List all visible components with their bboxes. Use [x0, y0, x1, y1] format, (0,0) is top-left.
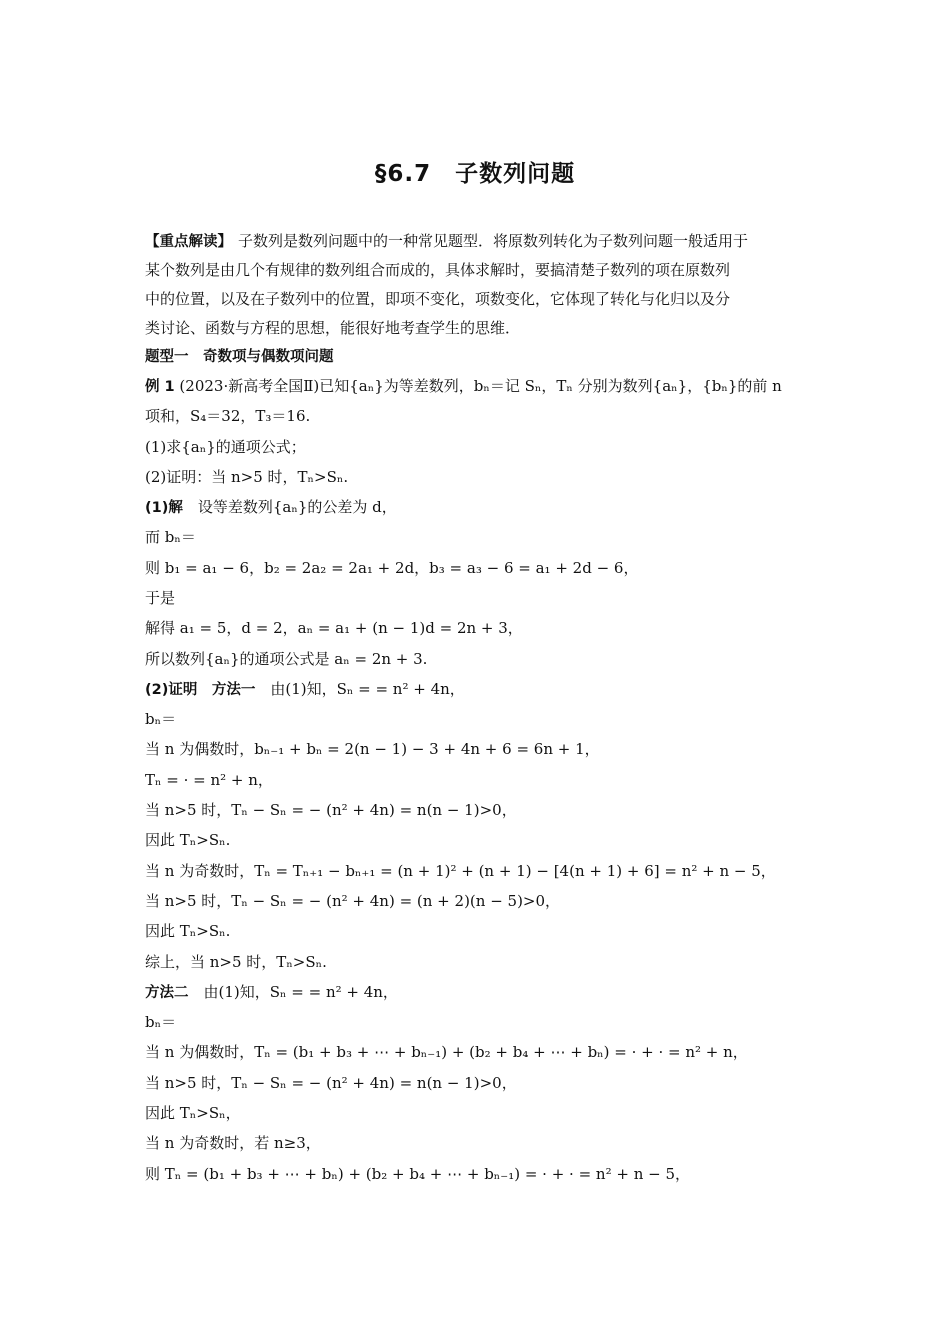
solution-line: [145, 649, 813, 669]
solution-line: [145, 558, 813, 578]
solution-line: [145, 739, 813, 759]
solution-step-label: (1)解: [145, 500, 183, 516]
solution-text: bₙ＝: [145, 1013, 177, 1031]
solution-text: 则 Tₙ = (b₁ + b₃ + ⋯ + bₙ) + (b₂ + b₄ + ⋯ + bₙ₋₁) = · + · = n² + n − 5，: [145, 1165, 691, 1183]
intro-line-2: 某个数列是由几个有规律的数列组合而成的，具体求解时，要搞清楚子数列的项在原数列: [145, 261, 731, 279]
solution-line: [145, 952, 813, 972]
solution-text: 解得 a₁ = 5，d = 2，aₙ = a₁ + (n − 1)d = 2n + 3，: [145, 619, 523, 637]
solution-text: 综上，当 n>5 时，Tₙ>Sₙ.: [145, 953, 327, 971]
example-text-1: (2023·新高考全国Ⅱ)已知{aₙ}为等差数列，bₙ＝记 Sₙ，Tₙ 分别为数列{aₙ}，{bₙ}的前 n: [179, 377, 782, 395]
solution-line: [145, 982, 813, 1003]
solution-line: [145, 527, 813, 547]
solution-text: 由(1)知，Sₙ = = n² + 4n，: [188, 983, 398, 1001]
solution-line: [145, 1103, 813, 1123]
solution-text: 因此 Tₙ>Sₙ，: [145, 1104, 241, 1122]
solution-text: 因此 Tₙ>Sₙ.: [145, 831, 231, 849]
intro-line-1: [145, 231, 813, 252]
solution-text: bₙ＝: [145, 710, 177, 728]
solution-text: 而 bₙ＝: [145, 528, 196, 546]
solution-text: 当 n 为偶数时，Tₙ = (b₁ + b₃ + ⋯ + bₙ₋₁) + (b₂ + b₄ + ⋯ + bₙ) = · + · = n² + n，: [145, 1043, 748, 1061]
solution-line: [145, 891, 813, 911]
solution-text: 所以数列{aₙ}的通项公式是 aₙ = 2n + 3.: [145, 650, 428, 668]
example-line-1: [145, 376, 813, 397]
solution-line: [145, 497, 813, 518]
solution-line: [145, 800, 813, 820]
page-title: §6.7 子数列问题: [374, 161, 576, 187]
solution-text: 设等差数列{aₙ}的公差为 d，: [182, 498, 397, 516]
solution-line: [145, 921, 813, 941]
solution-text: 则 b₁ = a₁ − 6，b₂ = 2a₂ = 2a₁ + 2d，b₃ = a₃ − 6 = a₁ + 2d − 6，: [145, 559, 639, 577]
intro-text-1: 子数列是数列问题中的一种常见题型．将原数列转化为子数列问题一般适用于: [238, 232, 749, 250]
solution-text: 当 n 为偶数时，bₙ₋₁ + bₙ = 2(n − 1) − 3 + 4n + 6 = 6n + 1，: [145, 740, 600, 758]
solution-line: [145, 861, 813, 881]
question-1: (1)求{aₙ}的通项公式；: [145, 438, 306, 456]
solution-line: [145, 770, 813, 790]
solution-text: 于是: [145, 589, 176, 607]
solution-line: [145, 1012, 813, 1032]
solution-line: [145, 618, 813, 638]
section-heading: 题型一 奇数项与偶数项问题: [145, 349, 334, 365]
solution-line: [145, 679, 813, 700]
question-2: (2)证明：当 n>5 时，Tₙ>Sₙ.: [145, 468, 349, 486]
solution-line: [145, 588, 813, 608]
solution-step-label: 方法二: [145, 985, 189, 1001]
solution-step-label: (2)证明 方法一: [145, 682, 256, 698]
solution-text: 当 n>5 时，Tₙ − Sₙ = − (n² + 4n) = n(n − 1)>0，: [145, 1074, 517, 1092]
intro-line-3: 中的位置，以及在子数列中的位置，即项不变化，项数变化，它体现了转化与化归以及分: [145, 290, 731, 308]
solution-line: [145, 1073, 813, 1093]
solution-line: [145, 1042, 813, 1062]
intro-label: 【重点解读】: [145, 234, 232, 250]
solution-line: [145, 830, 813, 850]
solution-text: 当 n 为奇数时，Tₙ = Tₙ₊₁ − bₙ₊₁ = (n + 1)² + (n + 1) − [4(n + 1) + 6] = n² + n − 5，: [145, 862, 776, 880]
solution-text: 当 n>5 时，Tₙ − Sₙ = − (n² + 4n) = n(n − 1)>0，: [145, 801, 517, 819]
solution-text: 当 n>5 时，Tₙ − Sₙ = − (n² + 4n) = (n + 2)(n − 5)>0，: [145, 892, 561, 910]
example-label: 例 1: [145, 379, 175, 395]
example-line-2: 项和，S₄＝32，T₃＝16.: [145, 407, 311, 425]
solution-text: 因此 Tₙ>Sₙ.: [145, 922, 231, 940]
solution-text: 当 n 为奇数时，若 n≥3，: [145, 1134, 321, 1152]
solution-line: [145, 709, 813, 729]
solution-text: 由(1)知，Sₙ = = n² + 4n，: [255, 680, 465, 698]
solution-text: Tₙ = · = n² + n，: [145, 771, 273, 789]
solution-line: [145, 1164, 813, 1184]
solution-line: [145, 1133, 813, 1153]
intro-line-4: 类讨论、函数与方程的思想，能很好地考查学生的思维．: [145, 319, 521, 337]
